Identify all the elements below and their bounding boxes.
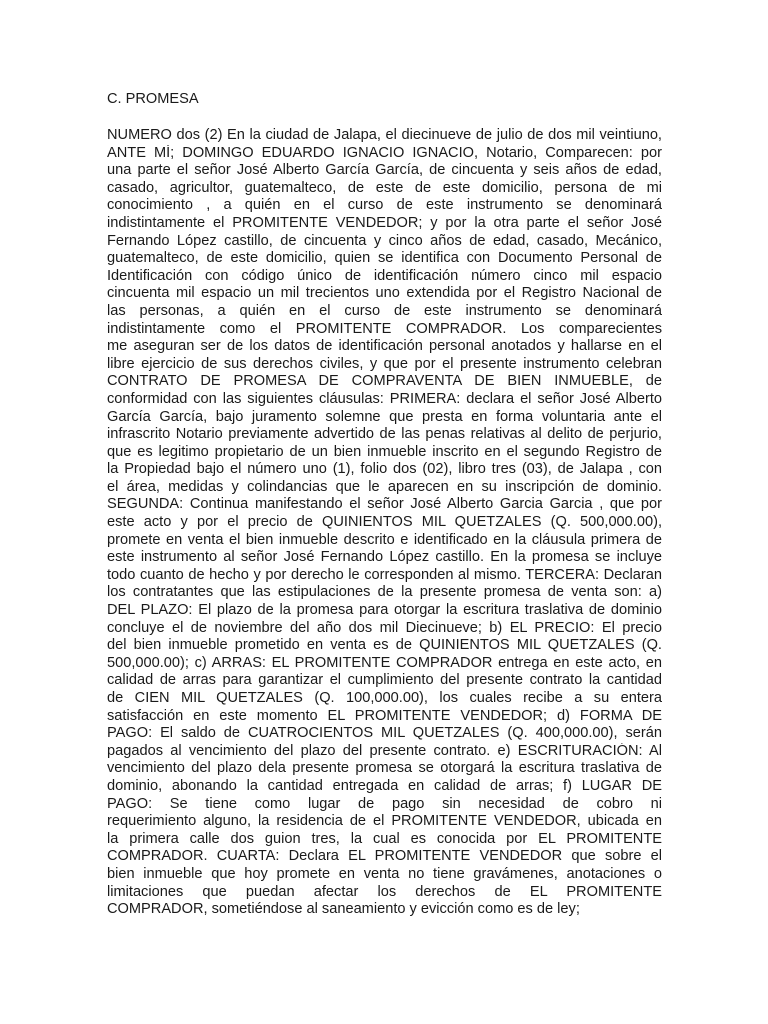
text-line: PAGO: Se tiene como lugar de pago sin necesidad de cobro ni [107, 795, 662, 812]
text-line: los contratantes que las estipulaciones de la presente promesa de venta son: a) [107, 584, 662, 601]
text-line: conformidad con las siguientes cláusulas: PRIMERA: declara el señor José Alberto [107, 390, 662, 407]
text-line: de CIEN MIL QUETZALES (Q. 100,000.00), los cuales recibe a su entera [107, 690, 662, 706]
text-line: indistintamente como el PROMITENTE COMPRADOR. Los comparecientes [107, 320, 662, 337]
text-line: infrascrito Notario previamente advertido de las penas relativas al delito de perjurio, [107, 426, 662, 443]
text-line: García García, bajo juramento solemne que presta en forma voluntaria ante el [107, 408, 662, 425]
text-line: que es legitimo propietario de un bien inmueble inscrito en el segundo Registro de [107, 443, 662, 460]
text-line: 500,000.00); c) ARRAS: EL PROMITENTE COMPRADOR entrega en este acto, en [107, 654, 662, 671]
text-line: SEGUNDA: Continua manifestando el señor José Alberto Garcia Garcia , que por [107, 496, 662, 513]
text-line: requerimiento alguno, la residencia de el PROMITENTE VENDEDOR, ubicada en [107, 813, 662, 830]
text-line: indistintamente el PROMITENTE VENDEDOR; y por la otra parte el señor José [107, 214, 662, 231]
text-line: guatemalteco, de este domicilio, quien se identifica con Documento Personal de [107, 250, 662, 267]
text-line: casado, agricultor, guatemalteco, de este de este domicilio, persona de mi [107, 179, 662, 196]
text-line: dominio, abonando la cantidad entregada en calidad de arras; f) LUGAR DE [107, 777, 662, 794]
contract-body [107, 127, 662, 919]
text-line: una parte el señor José Alberto García García, de cincuenta y seis años de edad, [107, 162, 662, 179]
text-line: me aseguran ser de los datos de identificación personal anotados y hallarse en el [107, 338, 662, 355]
text-line: la Propiedad bajo el número uno (1), folio dos (02), libro tres (03), de Jalapa , con [107, 461, 662, 478]
text-line: vencimiento del plazo dela presente promesa se otorgará la escritura traslativa de [107, 760, 662, 777]
text-line: Identificación con código único de identificación número cinco mil espacio [107, 267, 662, 284]
text-line: bien inmueble que hoy promete en venta no tiene gravámenes, anotaciones o [107, 865, 662, 882]
text-line: CONTRATO DE PROMESA DE COMPRAVENTA DE BIEN INMUEBLE, de [107, 373, 662, 390]
text-line: las personas, a quién en el curso de este instrumento se denominará [107, 302, 662, 319]
text-line: calidad de arras para garantizar el cumplimiento del presente contrato la cantidad [107, 672, 662, 689]
text-line: satisfacción en este momento EL PROMITENTE VENDEDOR; d) FORMA DE [107, 707, 662, 724]
text-line: este acto y por el precio de QUINIENTOS MIL QUETZALES (Q. 500,000.00), [107, 514, 662, 531]
text-line: ANTE MÍ; DOMINGO EDUARDO IGNACIO IGNACIO, Notario, Comparecen: por [107, 144, 662, 161]
text-line: conocimiento , a quién en el curso de este instrumento se denominará [107, 197, 662, 214]
text-line: pagados al vencimiento del plazo del presente contrato. e) ESCRITURACIÓN: Al [107, 742, 662, 759]
text-line: NUMERO dos (2) En la ciudad de Jalapa, el diecinueve de julio de dos mil veintiuno, [107, 127, 662, 143]
text-line: COMPRADOR, sometiéndose al saneamiento y evicción como es de ley; [107, 901, 580, 918]
text-line: COMPRADOR. CUARTA: Declara EL PROMITENTE VENDEDOR que sobre el [107, 848, 662, 865]
text-line: la primera calle dos guion tres, la cual es conocida por EL PROMITENTE [107, 830, 662, 847]
text-line: todo cuanto de hecho y por derecho le corresponden al mismo. TERCERA: Declaran [107, 566, 662, 583]
text-line: cincuenta mil espacio un mil trecientos uno extendida por el Registro Nacional de [107, 285, 662, 302]
text-line: este instrumento al señor José Fernando López castillo. En la promesa se incluye [107, 549, 662, 566]
text-line: el área, medidas y colindancias que le aparecen en su inscripción de dominio. [107, 478, 662, 495]
text-line: libre ejercicio de sus derechos civiles, y que por el presente instrumento celebran [107, 355, 662, 372]
text-line: PAGO: El saldo de CUATROCIENTOS MIL QUETZALES (Q. 400,000.00), serán [107, 725, 662, 742]
text-line: del bien inmueble prometido en venta es de QUINIENTOS MIL QUETZALES (Q. [107, 637, 662, 654]
text-line: limitaciones que puedan afectar los derechos de EL PROMITENTE [107, 883, 662, 900]
section-heading: C. PROMESA [107, 91, 199, 107]
text-line: Fernando López castillo, de cincuenta y cinco años de edad, casado, Mecánico, [107, 232, 662, 249]
text-line: DEL PLAZO: El plazo de la promesa para otorgar la escritura traslativa de dominio [107, 602, 662, 619]
text-line: concluye el de noviembre del año dos mil Diecinueve; b) EL PRECIO: El precio [107, 619, 662, 636]
text-line: promete en venta el bien inmueble descrito e identificado en la cláusula primera de [107, 531, 662, 548]
